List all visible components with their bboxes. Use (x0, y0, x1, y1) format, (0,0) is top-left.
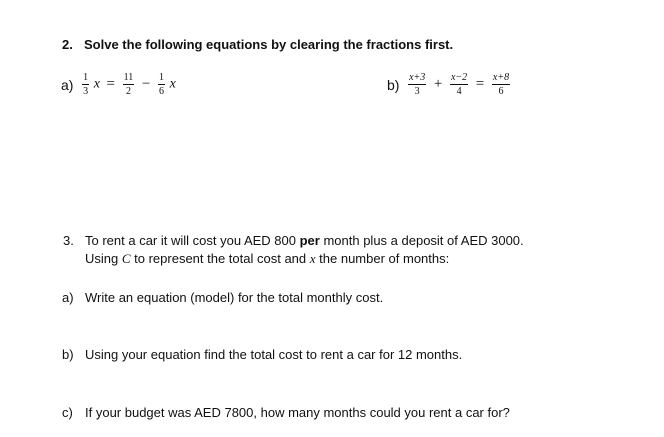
denominator: 2 (125, 86, 131, 97)
q2-equation-b (387, 72, 511, 97)
q3-line-1-text: To rent a car it will cost you AED 800 (85, 233, 300, 248)
fraction (408, 72, 426, 97)
numerator: 1 (159, 72, 164, 83)
q2-equation-a (61, 72, 176, 97)
q3-line-1-text-end: month plus a deposit of AED 3000. (319, 233, 524, 248)
variable-x: x (169, 76, 176, 92)
numerator: x+8 (492, 72, 510, 83)
q3-line-2-text: Using (85, 251, 122, 266)
fraction (123, 72, 135, 97)
numerator: x−2 (450, 72, 468, 83)
fraction (492, 72, 510, 97)
q3-c-label: c) (62, 405, 73, 420)
q3-a-label: a) (62, 290, 74, 305)
numerator: 11 (123, 72, 134, 83)
q2-a-label: a) (61, 76, 74, 93)
q3-number: 3. (63, 233, 74, 248)
q2-number: 2. (62, 37, 73, 52)
denominator: 4 (456, 86, 462, 97)
q3-b-text: Using your equation find the total cost to rent a car for 12 months. (85, 347, 463, 362)
q3-c-text: If your budget was AED 7800, how many months could you rent a car for? (85, 405, 510, 420)
plus-sign: + (433, 76, 443, 92)
variable-x: x (93, 76, 100, 92)
denominator: 3 (83, 86, 89, 97)
equals-sign: = (106, 76, 116, 92)
q2-b-label: b) (387, 76, 400, 93)
numerator: x+3 (409, 72, 426, 83)
q3-line-2 (85, 251, 449, 267)
denominator: 6 (159, 86, 164, 97)
fraction (450, 72, 468, 97)
minus-sign: − (141, 76, 151, 92)
equals-sign: = (475, 76, 485, 92)
q3-a-text: Write an equation (model) for the total monthly cost. (85, 290, 384, 305)
q2-prompt: Solve the following equations by clearing the fractions first. (84, 37, 454, 52)
q3-line-1 (85, 233, 524, 248)
variable-x: x (309, 251, 316, 266)
denominator: 3 (414, 86, 420, 97)
fraction (158, 72, 165, 97)
denominator: 6 (498, 86, 504, 97)
numerator: 1 (83, 72, 89, 83)
q3-b-label: b) (62, 347, 74, 362)
q3-line-2-text-end: the number of months: (315, 251, 450, 266)
q3-line-2-text-mid: to represent the total cost and (130, 251, 310, 266)
q3-line-1-bold: per (299, 233, 320, 248)
variable-c: C (121, 251, 131, 266)
fraction (82, 72, 89, 97)
